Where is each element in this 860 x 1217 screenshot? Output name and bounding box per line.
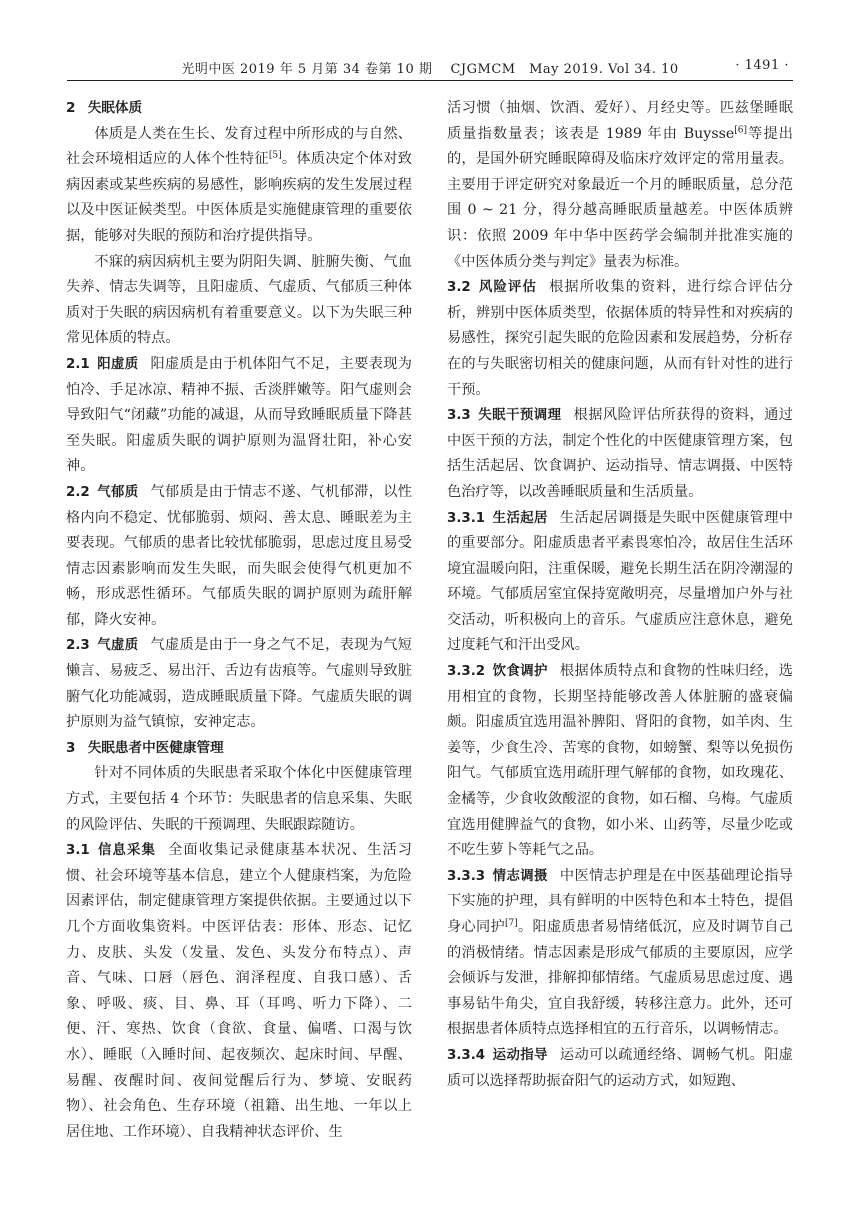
citation: [6]	[734, 124, 748, 135]
paragraph-continued: 活习惯（抽烟、饮酒、爱好）、月经史等。匹兹堡睡眠质量指数量表；该表是 1989 年由 Buysse[6]等提出的，是国外研究睡眠障碍及临床疗效评定的常用量表。主要用于评定研究对象最近一个月的睡眠质量，总分范围 0 ~ 21 分，得分越高睡眠质量越差。中医体质辨识：依照 2009 年中华中医药学会编制并批准实施的《中医体质分类与判定》量表为标准。	[447, 100, 793, 270]
journal-info: 光明中医 2019 年 5 月第 34 卷第 10 期 CJGMCM May 2019. Vol 34. 10	[181, 62, 679, 77]
section-3-2: 3.2 风险评估 根据所收集的资料，进行综合评估分析，辨别中医体质类型，依据体质的特异性和对疾病的易感性，探究引起失眠的危险因素和发展趋势，分析存在的与失眠密切相关的健康问题，从而有针对性的进行干预。	[447, 279, 793, 398]
section-3-heading: 3 失眠患者中医健康管理	[66, 739, 224, 756]
section-2-1: 2.1 阳虚质 阳虚质是由于机体阳气不足，主要表现为怕冷、手足冰凉、精神不振、舌淡胖嫩等。阳气虚则会导致阳气“闭藏”功能的减退，从而导致睡眠质量下降甚至失眠。阳虚质失眠的调护原则为温肾壮阳，补心安神。	[66, 355, 412, 475]
paragraph: 不寐的病因病机主要为阴阳失调、脏腑失衡、气血失养、情志失调等，且阳虚质、气虚质、气郁质三种体质对于失眠的病因病机有着重要意义。以下为失眠三种常见体质的特点。	[66, 253, 412, 347]
left-column	[66, 96, 412, 1145]
section-3-3: 3.3 失眠干预调理 根据风险评估所获得的资料，通过中医干预的方法，制定个性化的中医健康管理方案，包括生活起居、饮食调护、运动指导、情志调摄、中医特色治疗等，以改善睡眠质量和生活质量。	[447, 407, 793, 500]
right-column	[447, 96, 793, 1094]
page-number: · 1491 ·	[735, 58, 789, 73]
paragraph: 针对不同体质的失眠患者采取个体化中医健康管理方式，主要包括 4 个环节：失眠患者的信息采集、失眠的风险评估、失眠的干预调理、失眠跟踪随访。	[66, 765, 412, 833]
section-2-heading: 2 失眠体质	[66, 100, 143, 116]
section-2-2: 2.2 气郁质 气郁质是由于情志不遂、气机郁滞，以性格内向不稳定、忧郁脆弱、烦闷、善太息、睡眠差为主要表现。气郁质的患者比较忧郁脆弱，思虑过度且易受情志因素影响而发生失眠，而失眠会使得气机更加不畅，形成恶性循环。气郁质失眠的调护原则为疏肝解郁，降火安神。	[66, 483, 412, 628]
section-2-3: 2.3 气虚质 气虚质是由于一身之气不足，表现为气短懒言、易疲乏、易出汗、舌边有齿痕等。气虚则导致脏腑气化功能减弱，造成睡眠质量下降。气虚质失眠的调护原则为益气镇惊，安神定志。	[66, 637, 412, 731]
citation: [5]	[268, 150, 282, 161]
running-header	[67, 52, 793, 81]
section-3-3-4: 3.3.4 运动指导 运动可以疏通经络、调畅气机。阳虚质可以选择帮助振奋阳气的运动方式，如短跑、	[447, 1046, 793, 1089]
section-3-3-3: 3.3.3 情志调摄 中医情志护理是在中医基础理论指导下实施的护理，具有鲜明的中医特色和本土特色，提倡身心同护[7]。阳虚质患者易情绪低沉，应及时调节自己的消极情绪。情志因素是形成气郁质的主要原因，应学会倾诉与发泄，排解抑郁情绪。气虚质易思虑过度、遇事易钻牛角尖，宜自我舒缓，转移注意力。此外，还可根据患者体质特点选择相宜的五行音乐，以调畅情志。	[447, 867, 793, 1038]
paragraph: 体质是人类在生长、发育过程中所形成的与自然、社会环境相适应的人体个性特征[5]。体质决定个体对致病因素或某些疾病的易感性，影响疾病的发生发展过程以及中医证候类型。中医体质是实施健康管理的重要依据，能够对失眠的预防和治疗提供指导。	[66, 125, 412, 244]
section-3-3-1: 3.3.1 生活起居 生活起居调摄是失眠中医健康管理中的重要部分。阳虚质患者平素畏寒怕冷，故居住生活环境宜温暖向阳，注重保暖，避免长期生活在阴冷潮湿的环境。气郁质居室宜保持宽敞明亮，尽量增加户外与社交活动，听积极向上的音乐。气虚质应注意休息，避免过度耗气和汗出受风。	[447, 509, 793, 654]
section-3-1: 3.1 信息采集 全面收集记录健康基本状况、生活习惯、社会环境等基本信息，建立个人健康档案，为危险因素评估，制定健康管理方案提供依据。主要通过以下几个方面收集资料。中医评估表：形体、形态、记忆力、皮肤、头发（发量、发色、头发分布特点）、声音、气味、口唇（唇色、润泽程度、自我口感）、舌象、呼吸、痰、目、鼻、耳（耳鸣、听力下降）、二便、汗、寒热、饮食（食欲、食量、偏嗜、口渴与饮水）、睡眠（入睡时间、起夜频次、起床时间、早醒、易醒、夜醒时间、夜间觉醒后行为、梦境、安眠药物）、社会角色、生存环境（祖籍、出生地、一年以上居住地、工作环境）、自我精神状态评价、生	[66, 842, 412, 1140]
section-3-3-2: 3.3.2 饮食调护 根据体质特点和食物的性味归经，选用相宜的食物，长期坚持能够改善人体脏腑的盛衰偏颇。阳虚质宜选用温补脾阳、肾阳的食物，如羊肉、生姜等，少食生冷、苦寒的食物，如螃蟹、梨等以免损伤阳气。气郁质宜选用疏肝理气解郁的食物，如玫瑰花、金橘等，少食收敛酸涩的食物，如石榴、乌梅。气虚质宜选用健脾益气的食物，如小米、山药等，尽量少吃或不吃生萝卜等耗气之品。	[447, 663, 793, 859]
citation: [7]	[504, 918, 518, 929]
